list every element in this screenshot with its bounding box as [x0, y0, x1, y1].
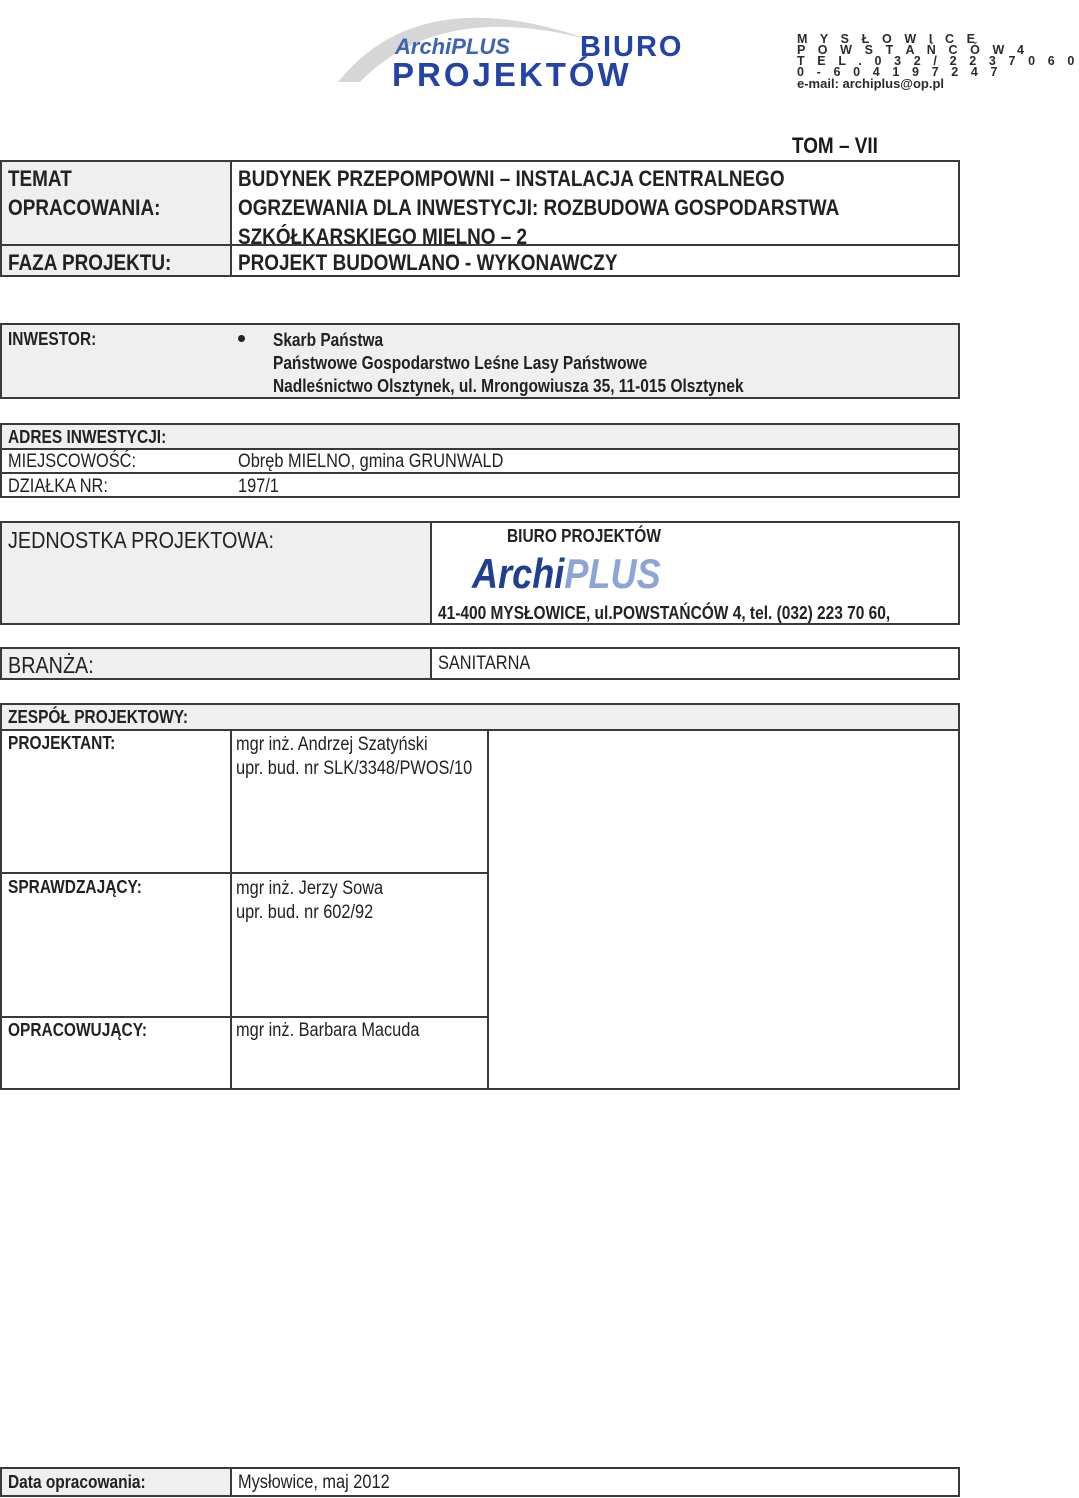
header-phone: T E L . 0 3 2 / 2 2 3 7 0 6 0: [797, 54, 1079, 68]
branza-label: BRANŻA:: [8, 652, 94, 678]
miejscowosc-value: Obręb MIELNO, gmina GRUNWALD: [238, 451, 504, 472]
projektant-value: mgr inż. Andrzej Szatyński upr. bud. nr SLK/3348/PWOS/10: [236, 734, 473, 779]
sprawdzajacy-label: SPRAWDZAJĄCY:: [8, 877, 142, 897]
header-city: M Y S Ł O W I C E: [797, 32, 980, 46]
dzialka-label: DZIAŁKA NR:: [8, 476, 108, 497]
data-opracowania-box: [0, 1467, 960, 1497]
jednostka-biuro: BIURO PROJEKTÓW: [507, 526, 661, 546]
bullet-icon: [238, 335, 245, 342]
inwestor-value: Skarb Państwa Państwowe Gospodarstwo Leśne Lasy Państwowe Nadleśnictwo Olsztynek, ul. Mrongowiusza 35, 11-015 Olsztynek: [273, 330, 744, 396]
archiplus-logo: ArchiPLUS: [472, 550, 661, 597]
projektant-label: PROJEKTANT:: [8, 733, 116, 753]
adres-label: ADRES INWESTYCJI:: [8, 427, 167, 447]
inwestor-label: INWESTOR:: [8, 329, 97, 349]
miejscowosc-label: MIEJSCOWOŚĆ:: [8, 451, 137, 472]
logo-biuro-text: BIURO: [580, 31, 684, 63]
opracowujacy-label: OPRACOWUJĄCY:: [8, 1020, 148, 1040]
faza-value: PROJEKT BUDOWLANO - WYKONAWCZY: [238, 250, 618, 275]
faza-label: FAZA PROJEKTU:: [8, 250, 172, 275]
tom-label: TOM – VII: [792, 133, 879, 158]
header-email: e-mail: archiplus@op.pl: [797, 76, 945, 91]
temat-value: BUDYNEK PRZEPOMPOWNI – INSTALACJA CENTRALNEGO OGRZEWANIA DLA INWESTYCJI: ROZBUDOWA GOSPODARSTWA SZKÓŁKARSKIEGO MIELNO – 2: [238, 166, 840, 249]
temat-faza-box: [0, 160, 960, 277]
opracowujacy-value: mgr inż. Barbara Macuda: [236, 1020, 420, 1041]
jednostka-box: [0, 521, 960, 625]
data-opracowania-value: Mysłowice, maj 2012: [238, 1472, 390, 1493]
logo-archiplus-text: ArchiPLUS: [395, 34, 510, 59]
zespol-box: [0, 703, 960, 1090]
jednostka-address: 41-400 MYSŁOWICE, ul.POWSTAŃCÓW 4, tel. (032) 223 70 60,: [438, 603, 891, 623]
header-mobile: 0 - 6 0 4 1 9 7 2 4 7: [797, 65, 1003, 79]
header-street: P O W S T A Ń C Ó W 4: [797, 43, 1029, 57]
data-opracowania-label: Data opracowania:: [8, 1472, 146, 1492]
logo-projektow-text: PROJEKTÓW: [392, 56, 632, 93]
jednostka-label: JEDNOSTKA PROJEKTOWA:: [8, 527, 274, 553]
inwestor-box: [0, 323, 960, 399]
dzialka-value: 197/1: [238, 476, 279, 497]
temat-label: TEMAT OPRACOWANIA:: [8, 166, 161, 220]
branza-value: SANITARNA: [438, 653, 531, 674]
adres-box: [0, 423, 960, 498]
zespol-label: ZESPÓŁ PROJEKTOWY:: [8, 707, 189, 727]
branza-box: [0, 647, 960, 680]
sprawdzajacy-value: mgr inż. Jerzy Sowa upr. bud. nr 602/92: [236, 878, 384, 923]
